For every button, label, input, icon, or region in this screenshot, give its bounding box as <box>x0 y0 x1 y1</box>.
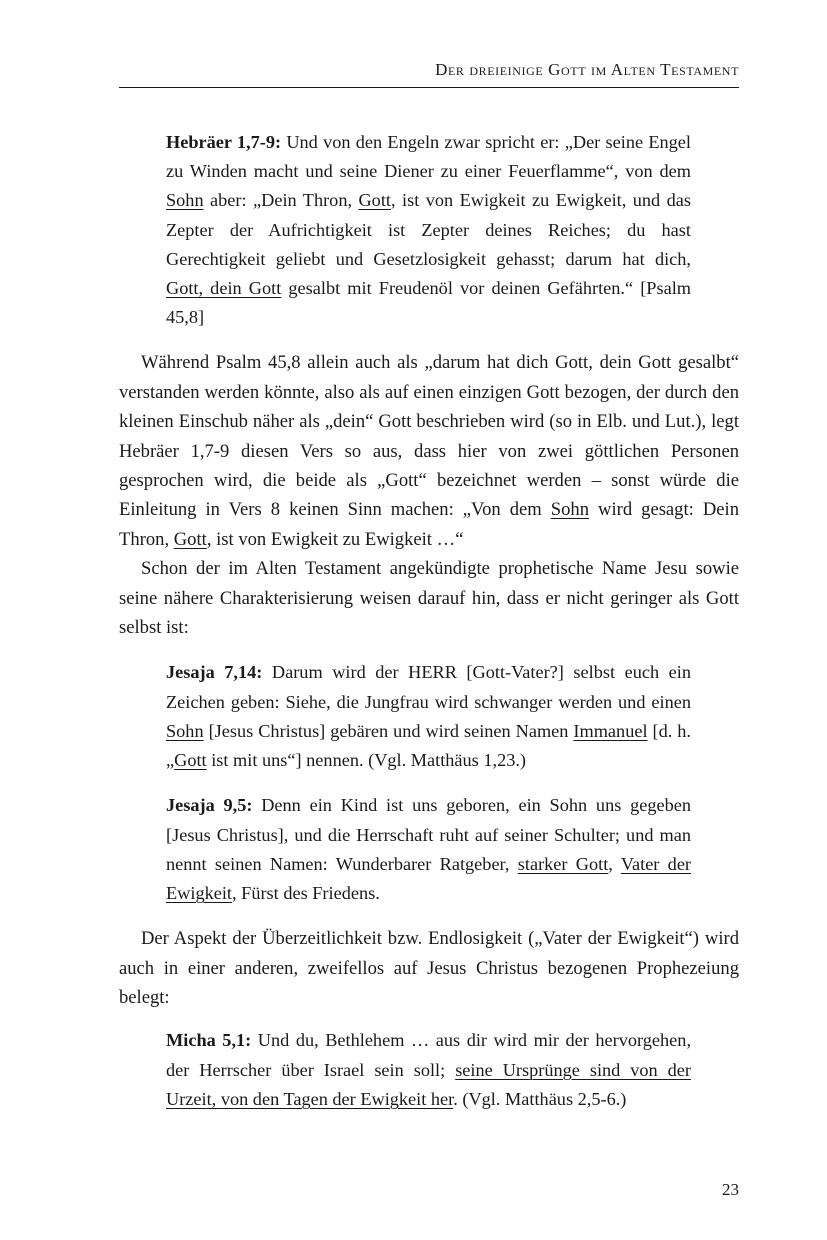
quote-text <box>166 128 691 332</box>
block-quote-jesaja-7 <box>166 658 691 775</box>
underlined-word: Immanuel <box>573 720 648 741</box>
quote-segment: gesalbt mit Freudenöl vor deinen Gefährten.“ [Psalm 45,8] <box>166 278 691 328</box>
quote-segment: Und du, Bethlehem … aus dir wird mir der hervorgehen, der Herrscher über Israel sein soll; <box>166 1030 692 1080</box>
running-head: Der dreieinige Gott im Alten Testament <box>119 60 739 88</box>
body-paragraph: Schon der im Alten Testament angekündigte prophetische Name Jesu sowie seine nähere Charakterisierung weisen darauf hin, dass er nicht geringer als Gott selbst ist: <box>119 558 739 639</box>
text-segment: , ist von Ewigkeit zu Ewigkeit …“ <box>206 528 464 550</box>
quote-reference: Jesaja 9,5: <box>166 795 253 816</box>
body-paragraph <box>119 348 739 554</box>
quote-reference: Micha 5,1: <box>166 1030 252 1051</box>
text-segment: wird gesagt: Dein Thron, <box>119 499 739 550</box>
quote-segment: , <box>608 853 621 874</box>
quote-segment: [Jesus Christus] gebären und wird seinen Namen <box>203 720 574 741</box>
quote-text <box>166 1026 691 1114</box>
quote-segment: Denn ein Kind ist uns geboren, ein Sohn uns gegeben [Jesus Christus], und die Herrschaft ruht auf seiner Schulter; und man nennt seinen Namen: Wunderbarer Ratgeber, <box>166 795 691 874</box>
underlined-word: Gott <box>173 528 207 550</box>
quote-text <box>166 791 691 908</box>
underlined-phrase: Vater der Ewigkeit <box>166 853 692 903</box>
underlined-word: Sohn <box>166 720 204 741</box>
underlined-word: Sohn <box>550 499 589 521</box>
page-number: 23 <box>722 1180 739 1199</box>
quote-segment: aber: „Dein Thron, <box>203 190 359 211</box>
quote-text <box>166 658 691 775</box>
underlined-phrase: starker Gott <box>517 853 609 874</box>
quote-reference: Hebräer 1,7-9: <box>166 132 282 152</box>
quote-segment: Und von den Engeln zwar spricht er: „Der seine Engel zu Winden macht und seine Diener zu einer Feuerflamme“, von dem <box>166 132 691 182</box>
underlined-word: Gott <box>358 190 391 211</box>
quote-segment: ist mit uns“] nennen. (Vgl. Matthäus 1,23.) <box>206 750 527 771</box>
block-quote-micha <box>166 1026 691 1114</box>
page-body <box>119 128 739 1114</box>
quote-segment: . (Vgl. Matthäus 2,5-6.) <box>453 1088 627 1109</box>
quote-segment: , Fürst des Friedens. <box>232 882 380 903</box>
underlined-word: Sohn <box>166 190 204 211</box>
quote-segment: , ist von Ewigkeit zu Ewigkeit, und das Zepter der Aufrichtigkeit ist Zepter deines Reiches; du hast Gerechtigkeit geliebt und Gesetzlosigkeit gehasst; darum hat dich, <box>166 190 691 269</box>
underlined-phrase: seine Ursprünge sind von der Urzeit, von den Tagen der Ewigkeit her <box>166 1059 691 1109</box>
quote-reference: Jesaja 7,14: <box>166 662 263 683</box>
underlined-phrase: Gott, dein Gott <box>166 278 282 299</box>
block-quote-hebraeer <box>166 128 691 332</box>
quote-segment: [d. h. „ <box>166 720 691 771</box>
text-segment: Während Psalm 45,8 allein auch als „darum hat dich Gott, dein Gott gesalbt“ verstanden werden könnte, also als auf einen einzigen Gott bezogen, der durch den kleinen Einschub näher als „dein“ Gott beschrieben wird (so in Elb. und Lut.), legt Hebräer 1,7-9 diesen Vers so aus, dass hier von zwei göttlichen Personen gesprochen wird, die beide als „Gott“ bezeichnet werden – sonst würde die Einleitung in Vers 8 keinen Sinn machen: „Von dem <box>119 352 739 521</box>
quote-segment: Darum wird der HERR [Gott-Vater?] selbst euch ein Zeichen geben: Siehe, die Jungfrau wird schwanger werden und einen <box>166 662 691 712</box>
block-quote-jesaja-9 <box>166 791 691 908</box>
body-paragraph: Der Aspekt der Überzeitlichkeit bzw. Endlosigkeit („Vater der Ewigkeit“) wird auch in einer anderen, zweifellos auf Jesus Christus bezogenen Prophezeiung belegt: <box>119 928 739 1008</box>
underlined-word: Gott <box>174 750 207 771</box>
